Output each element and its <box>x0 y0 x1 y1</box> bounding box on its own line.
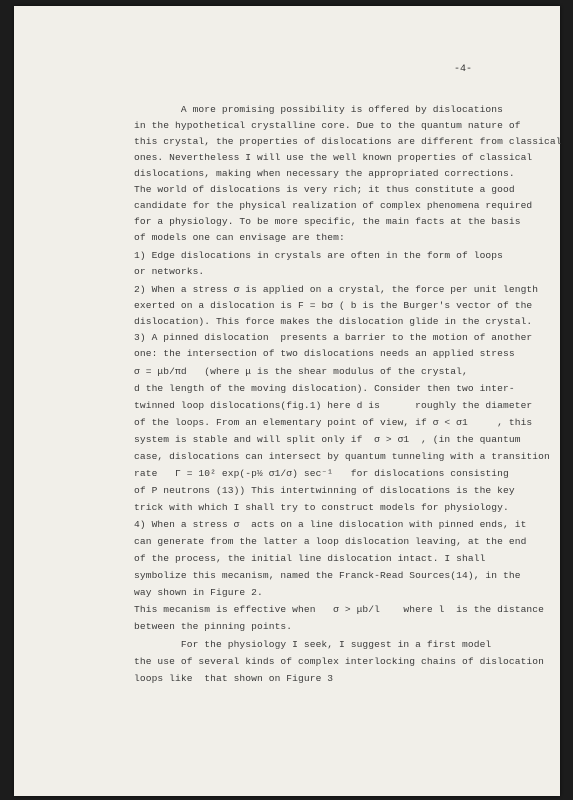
text-line: loops like that shown on Figure 3 <box>134 673 334 684</box>
text-line: of models one can envisage are them: <box>134 232 345 243</box>
text-line: 4) When a stress σ acts on a line dislocation with pinned ends, it <box>134 519 527 530</box>
text-line: 3) A pinned dislocation presents a barrier to the motion of another <box>134 332 533 343</box>
text-line: can generate from the latter a loop dislocation leaving, at the end <box>134 536 527 547</box>
text-line: σ = μb/πd (where μ is the shear modulus of the crystal, <box>134 366 468 377</box>
text-line: twinned loop dislocations(fig.1) here d is roughly the diameter <box>134 400 533 411</box>
text-line: or networks. <box>134 266 205 277</box>
text-line: ones. Nevertheless I will use the well known properties of classical <box>134 152 533 163</box>
text-line: dislocations, making when necessary the appropriated corrections. <box>134 168 515 179</box>
text-line: candidate for the physical realization of complex phenomena required <box>134 200 533 211</box>
text-line: case, dislocations can intersect by quantum tunneling with a transition <box>134 451 550 462</box>
text-line: of the process, the initial line dislocation intact. I shall <box>134 553 486 564</box>
text-line: For the physiology I seek, I suggest in a first model <box>134 639 492 650</box>
text-line: of P neutrons (13)) This intertwinning of dislocations is the key <box>134 485 515 496</box>
page-number: -4- <box>454 64 473 75</box>
text-line: for a physiology. To be more specific, the main facts at the basis <box>134 216 521 227</box>
text-line: this crystal, the properties of dislocations are different from classical <box>134 136 562 147</box>
text-line: rate Γ = 10² exp(-p½ σ1/σ) sec⁻¹ for dislocations consisting <box>134 468 509 479</box>
text-line: trick with which I shall try to construct models for physiology. <box>134 502 509 513</box>
text-line: d the length of the moving dislocation). Consider then two inter- <box>134 383 515 394</box>
document-page <box>14 6 560 796</box>
text-line: system is stable and will split only if σ > σ1 , (in the quantum <box>134 434 521 445</box>
text-line: one: the intersection of two dislocations needs an applied stress <box>134 348 515 359</box>
text-line: the use of several kinds of complex interlocking chains of dislocation <box>134 656 545 667</box>
text-line: exerted on a dislocation is F = bσ ( b is the Burger's vector of the <box>134 300 533 311</box>
text-line: in the hypothetical crystalline core. Due to the quantum nature of <box>134 120 521 131</box>
text-line: symbolize this mecanism, named the Franck-Read Sources(14), in the <box>134 570 521 581</box>
text-line: 1) Edge dislocations in crystals are often in the form of loops <box>134 250 504 261</box>
text-line: of the loops. From an elementary point of view, if σ < σ1 , this <box>134 417 533 428</box>
text-line: This mecanism is effective when σ > μb/l where l is the distance <box>134 604 545 615</box>
text-line: way shown in Figure 2. <box>134 587 263 598</box>
text-line: The world of dislocations is very rich; it thus constitute a good <box>134 184 515 195</box>
text-line: dislocation). This force makes the dislocation glide in the crystal. <box>134 316 533 327</box>
text-line: 2) When a stress σ is applied on a crystal, the force per unit length <box>134 284 539 295</box>
text-line: between the pinning points. <box>134 621 293 632</box>
text-line: A more promising possibility is offered by dislocations <box>134 104 504 115</box>
